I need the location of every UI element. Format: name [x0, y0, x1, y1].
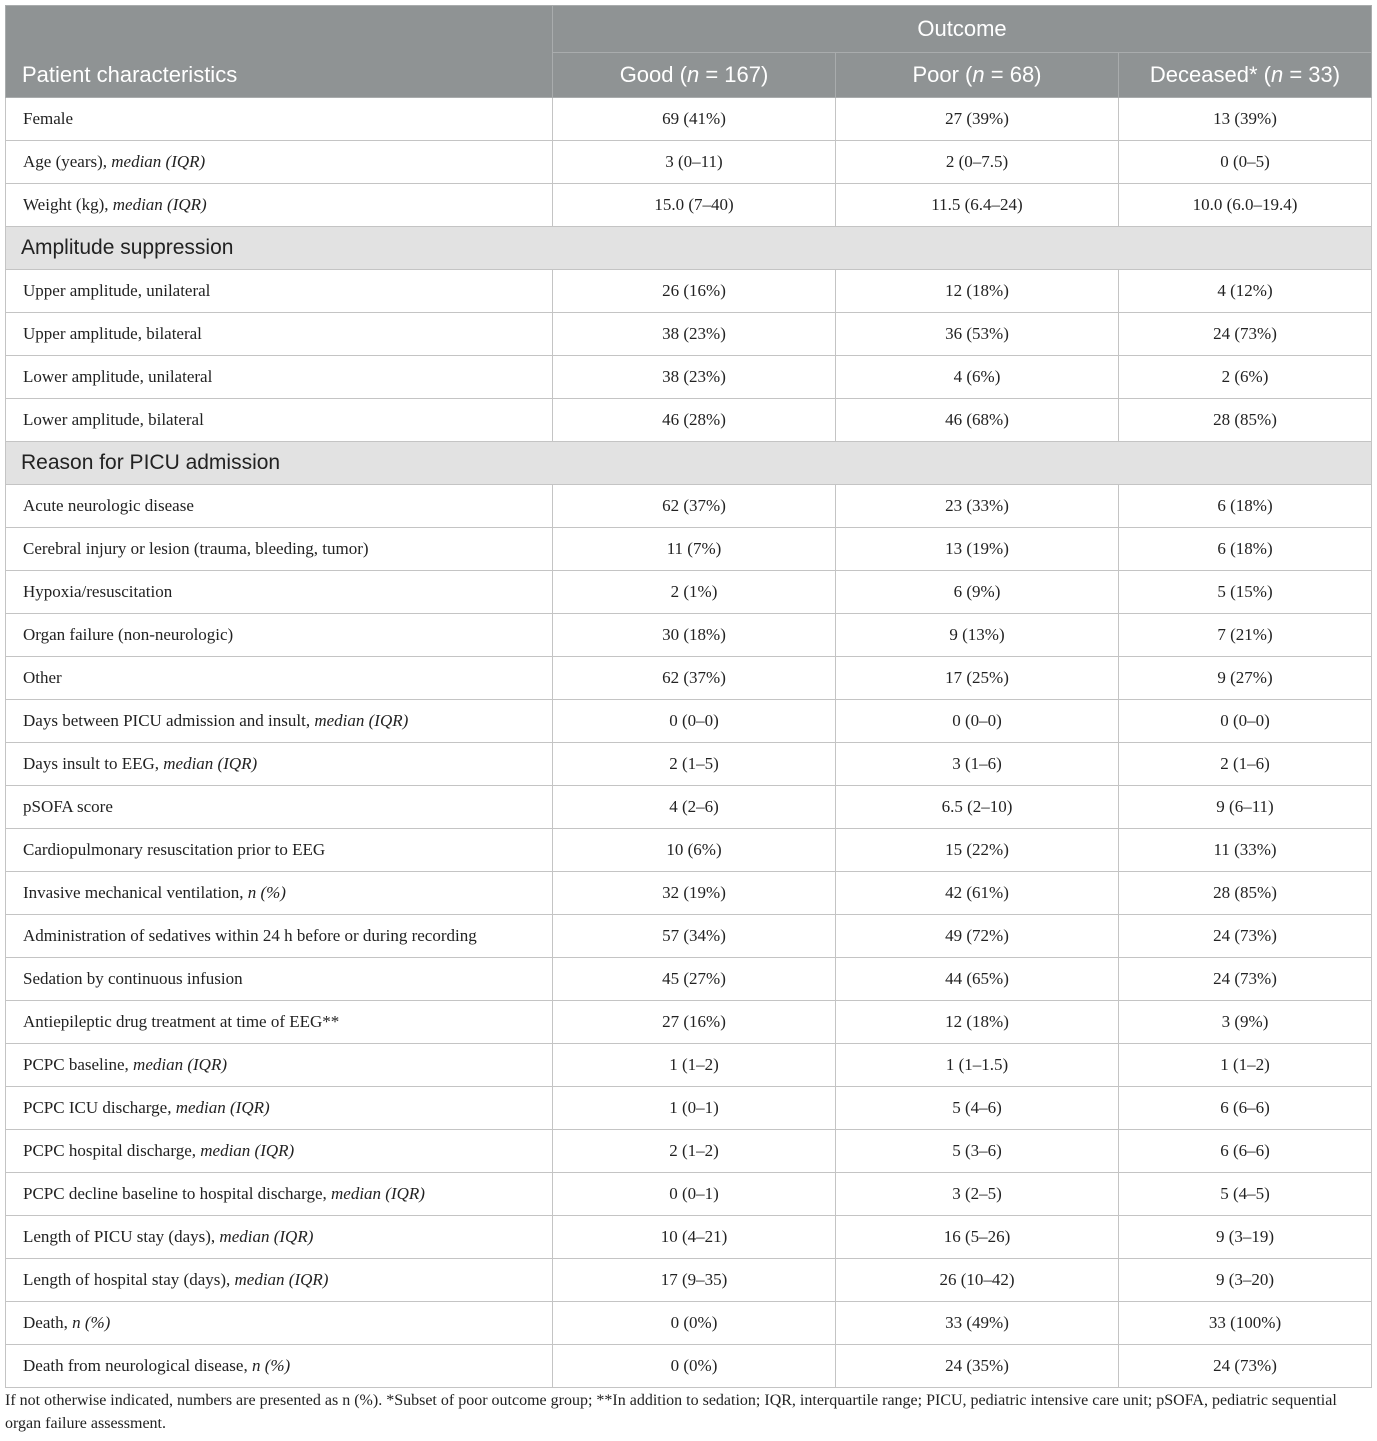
- cell-good: 0 (0–1): [553, 1173, 836, 1216]
- cell-good: 11 (7%): [553, 528, 836, 571]
- cell-deceased: 2 (1–6): [1119, 743, 1372, 786]
- row-label-text: Hypoxia/resuscitation: [23, 582, 173, 601]
- row-label-text: Lower amplitude, bilateral: [23, 410, 204, 429]
- cell-deceased: 28 (85%): [1119, 872, 1372, 915]
- table-row: [6, 1044, 1372, 1087]
- row-label: [6, 786, 553, 829]
- section-heading: Amplitude suppression: [6, 227, 1372, 270]
- cell-poor: 12 (18%): [836, 270, 1119, 313]
- row-label-text: PCPC hospital discharge,: [23, 1141, 201, 1160]
- cell-good: 27 (16%): [553, 1001, 836, 1044]
- row-label-text: Cardiopulmonary resuscitation prior to EEG: [23, 840, 326, 859]
- cell-good: 46 (28%): [553, 399, 836, 442]
- cell-poor: 11.5 (6.4–24): [836, 184, 1119, 227]
- row-label: [6, 872, 553, 915]
- row-label: [6, 571, 553, 614]
- row-label: [6, 1173, 553, 1216]
- row-label: [6, 485, 553, 528]
- cell-good: 57 (34%): [553, 915, 836, 958]
- row-label-text: pSOFA score: [23, 797, 113, 816]
- cell-deceased: 9 (3–20): [1119, 1259, 1372, 1302]
- row-label-text: Cerebral injury or lesion (trauma, bleeding, tumor): [23, 539, 369, 558]
- table-row: [6, 786, 1372, 829]
- cell-poor: 44 (65%): [836, 958, 1119, 1001]
- section-row: [6, 442, 1372, 485]
- table-row: [6, 614, 1372, 657]
- cell-poor: 5 (4–6): [836, 1087, 1119, 1130]
- row-label-stat: median (IQR): [111, 152, 206, 171]
- row-label-stat: n (%): [247, 883, 286, 902]
- row-label: [6, 700, 553, 743]
- row-label-text: Death,: [23, 1313, 73, 1332]
- table-row: [6, 98, 1372, 141]
- row-label-text: PCPC decline baseline to hospital discharge,: [23, 1184, 332, 1203]
- cell-deceased: 5 (15%): [1119, 571, 1372, 614]
- row-label: [6, 528, 553, 571]
- cell-good: 10 (6%): [553, 829, 836, 872]
- row-label: [6, 657, 553, 700]
- row-label: [6, 1087, 553, 1130]
- row-label-text: Days between PICU admission and insult,: [23, 711, 315, 730]
- header-deceased: [1119, 53, 1372, 98]
- table-row: [6, 1130, 1372, 1173]
- row-label-stat: median (IQR): [112, 195, 207, 214]
- row-label-text: Length of hospital stay (days),: [23, 1270, 235, 1289]
- cell-good: 2 (1–2): [553, 1130, 836, 1173]
- table-row: [6, 829, 1372, 872]
- row-label-stat: median (IQR): [175, 1098, 270, 1117]
- row-label-stat: median (IQR): [133, 1055, 227, 1074]
- row-label: [6, 958, 553, 1001]
- row-label-text: Invasive mechanical ventilation,: [23, 883, 248, 902]
- cell-poor: 36 (53%): [836, 313, 1119, 356]
- row-label-text: Weight (kg),: [23, 195, 113, 214]
- cell-poor: 15 (22%): [836, 829, 1119, 872]
- header-outcome: Outcome: [553, 6, 1372, 53]
- cell-good: 10 (4–21): [553, 1216, 836, 1259]
- cell-poor: 23 (33%): [836, 485, 1119, 528]
- cell-deceased: 24 (73%): [1119, 915, 1372, 958]
- header-good-part: = 167): [699, 62, 769, 87]
- cell-deceased: 24 (73%): [1119, 313, 1372, 356]
- row-label-text: Female: [23, 109, 74, 128]
- cell-deceased: 5 (4–5): [1119, 1173, 1372, 1216]
- row-label: [6, 1345, 553, 1388]
- cell-good: 1 (0–1): [553, 1087, 836, 1130]
- cell-poor: 42 (61%): [836, 872, 1119, 915]
- cell-deceased: 0 (0–0): [1119, 700, 1372, 743]
- cell-good: 1 (1–2): [553, 1044, 836, 1087]
- row-label: [6, 1302, 553, 1345]
- cell-deceased: 13 (39%): [1119, 98, 1372, 141]
- cell-deceased: 10.0 (6.0–19.4): [1119, 184, 1372, 227]
- row-label-stat: median (IQR): [314, 711, 409, 730]
- row-label: [6, 1259, 553, 1302]
- cell-poor: 1 (1–1.5): [836, 1044, 1119, 1087]
- cell-good: 3 (0–11): [553, 141, 836, 184]
- cell-good: 38 (23%): [553, 313, 836, 356]
- cell-deceased: 9 (3–19): [1119, 1216, 1372, 1259]
- header-good-part: Good (: [619, 62, 687, 87]
- section-row: [6, 227, 1372, 270]
- cell-deceased: 9 (27%): [1119, 657, 1372, 700]
- table-row: [6, 1345, 1372, 1388]
- cell-deceased: 0 (0–5): [1119, 141, 1372, 184]
- cell-poor: 4 (6%): [836, 356, 1119, 399]
- cell-deceased: 7 (21%): [1119, 614, 1372, 657]
- table-row: [6, 657, 1372, 700]
- row-label-text: PCPC ICU discharge,: [23, 1098, 176, 1117]
- row-label: [6, 1044, 553, 1087]
- table-row: [6, 571, 1372, 614]
- row-label: [6, 141, 553, 184]
- cell-good: 30 (18%): [553, 614, 836, 657]
- section-heading: Reason for PICU admission: [6, 442, 1372, 485]
- cell-deceased: 24 (73%): [1119, 958, 1372, 1001]
- cell-poor: 16 (5–26): [836, 1216, 1119, 1259]
- table-row: [6, 1087, 1372, 1130]
- row-label: [6, 1216, 553, 1259]
- table-row: [6, 1001, 1372, 1044]
- cell-good: 17 (9–35): [553, 1259, 836, 1302]
- cell-poor: 49 (72%): [836, 915, 1119, 958]
- table-row: [6, 141, 1372, 184]
- row-label-stat: median (IQR): [331, 1184, 425, 1203]
- header-poor-part: Poor (: [912, 62, 973, 87]
- cell-deceased: 3 (9%): [1119, 1001, 1372, 1044]
- header-poor: [836, 53, 1119, 98]
- patient-characteristics-table: [5, 5, 1372, 1388]
- cell-poor: 3 (1–6): [836, 743, 1119, 786]
- table-row: [6, 399, 1372, 442]
- row-label-text: Death from neurological disease,: [23, 1356, 252, 1375]
- cell-deceased: 6 (18%): [1119, 528, 1372, 571]
- cell-good: 62 (37%): [553, 657, 836, 700]
- table-row: [6, 356, 1372, 399]
- table-row: [6, 270, 1372, 313]
- row-label-text: Acute neurologic disease: [23, 496, 194, 515]
- cell-poor: 46 (68%): [836, 399, 1119, 442]
- cell-poor: 12 (18%): [836, 1001, 1119, 1044]
- cell-poor: 6.5 (2–10): [836, 786, 1119, 829]
- cell-poor: 27 (39%): [836, 98, 1119, 141]
- row-label-text: Lower amplitude, unilateral: [23, 367, 213, 386]
- table-row: [6, 313, 1372, 356]
- cell-poor: 3 (2–5): [836, 1173, 1119, 1216]
- row-label: [6, 313, 553, 356]
- cell-good: 38 (23%): [553, 356, 836, 399]
- row-label: [6, 1130, 553, 1173]
- table-row: [6, 1173, 1372, 1216]
- cell-deceased: 28 (85%): [1119, 399, 1372, 442]
- cell-deceased: 33 (100%): [1119, 1302, 1372, 1345]
- cell-good: 15.0 (7–40): [553, 184, 836, 227]
- cell-deceased: 6 (6–6): [1119, 1087, 1372, 1130]
- table-row: [6, 184, 1372, 227]
- cell-deceased: 6 (18%): [1119, 485, 1372, 528]
- table-row: [6, 1216, 1372, 1259]
- header-good: [553, 53, 836, 98]
- row-label: [6, 399, 553, 442]
- cell-good: 32 (19%): [553, 872, 836, 915]
- row-label-text: Antiepileptic drug treatment at time of EEG**: [23, 1012, 340, 1031]
- table-row: [6, 872, 1372, 915]
- row-label-stat: n (%): [251, 1356, 291, 1375]
- cell-good: 2 (1–5): [553, 743, 836, 786]
- header-deceased-part: = 33): [1283, 62, 1341, 87]
- cell-poor: 26 (10–42): [836, 1259, 1119, 1302]
- cell-poor: 2 (0–7.5): [836, 141, 1119, 184]
- cell-poor: 9 (13%): [836, 614, 1119, 657]
- table-row: [6, 743, 1372, 786]
- cell-poor: 24 (35%): [836, 1345, 1119, 1388]
- cell-poor: 5 (3–6): [836, 1130, 1119, 1173]
- row-label-text: Age (years),: [23, 152, 112, 171]
- cell-good: 62 (37%): [553, 485, 836, 528]
- row-label-text: Organ failure (non-neurologic): [23, 625, 234, 644]
- row-label-text: Upper amplitude, bilateral: [23, 324, 202, 343]
- table-row: [6, 958, 1372, 1001]
- table-row: [6, 700, 1372, 743]
- row-label: [6, 1001, 553, 1044]
- cell-poor: 13 (19%): [836, 528, 1119, 571]
- row-label: [6, 915, 553, 958]
- cell-deceased: 6 (6–6): [1119, 1130, 1372, 1173]
- row-label-stat: median (IQR): [163, 754, 258, 773]
- row-label: [6, 614, 553, 657]
- row-label: [6, 184, 553, 227]
- header-deceased-part: Deceased* (: [1149, 62, 1271, 87]
- row-label-stat: median (IQR): [200, 1141, 295, 1160]
- cell-poor: 6 (9%): [836, 571, 1119, 614]
- cell-deceased: 24 (73%): [1119, 1345, 1372, 1388]
- table-footnote: If not otherwise indicated, numbers are presented as n (%). *Subset of poor outcome group; **In addition to sedation; IQR, interquartile range; PICU, pediatric intensive care unit; pSOFA, pediatric sequential organ failure assessment.: [5, 1392, 1337, 1432]
- row-label-text: PCPC baseline,: [23, 1055, 134, 1074]
- row-label-text: Sedation by continuous infusion: [23, 969, 243, 988]
- cell-good: 26 (16%): [553, 270, 836, 313]
- table-row: [6, 485, 1372, 528]
- row-label: [6, 270, 553, 313]
- row-label-text: Administration of sedatives within 24 h before or during recording: [23, 926, 477, 945]
- cell-deceased: 11 (33%): [1119, 829, 1372, 872]
- cell-deceased: 2 (6%): [1119, 356, 1372, 399]
- header-poor-part: n: [972, 62, 985, 87]
- header-patient-characteristics: Patient characteristics: [6, 6, 553, 98]
- header-poor-part: = 68): [984, 62, 1042, 87]
- table-row: [6, 528, 1372, 571]
- table-row: [6, 1259, 1372, 1302]
- cell-good: 69 (41%): [553, 98, 836, 141]
- cell-deceased: 4 (12%): [1119, 270, 1372, 313]
- cell-good: 0 (0%): [553, 1302, 836, 1345]
- cell-deceased: 1 (1–2): [1119, 1044, 1372, 1087]
- row-label-text: Other: [23, 668, 62, 687]
- row-label: [6, 743, 553, 786]
- table-row: [6, 1302, 1372, 1345]
- row-label-stat: median (IQR): [219, 1227, 314, 1246]
- row-label: [6, 98, 553, 141]
- row-label-stat: n (%): [72, 1313, 111, 1332]
- cell-poor: 17 (25%): [836, 657, 1119, 700]
- row-label-stat: median (IQR): [234, 1270, 329, 1289]
- cell-good: 45 (27%): [553, 958, 836, 1001]
- cell-good: 0 (0–0): [553, 700, 836, 743]
- row-label-text: Days insult to EEG,: [23, 754, 164, 773]
- row-label-text: Upper amplitude, unilateral: [23, 281, 211, 300]
- table-row: [6, 915, 1372, 958]
- cell-good: 2 (1%): [553, 571, 836, 614]
- cell-deceased: 9 (6–11): [1119, 786, 1372, 829]
- row-label-text: Length of PICU stay (days),: [23, 1227, 220, 1246]
- row-label: [6, 356, 553, 399]
- header-good-part: n: [686, 62, 700, 87]
- header-deceased-part: n: [1270, 62, 1284, 87]
- cell-poor: 0 (0–0): [836, 700, 1119, 743]
- cell-good: 4 (2–6): [553, 786, 836, 829]
- row-label: [6, 829, 553, 872]
- cell-poor: 33 (49%): [836, 1302, 1119, 1345]
- cell-good: 0 (0%): [553, 1345, 836, 1388]
